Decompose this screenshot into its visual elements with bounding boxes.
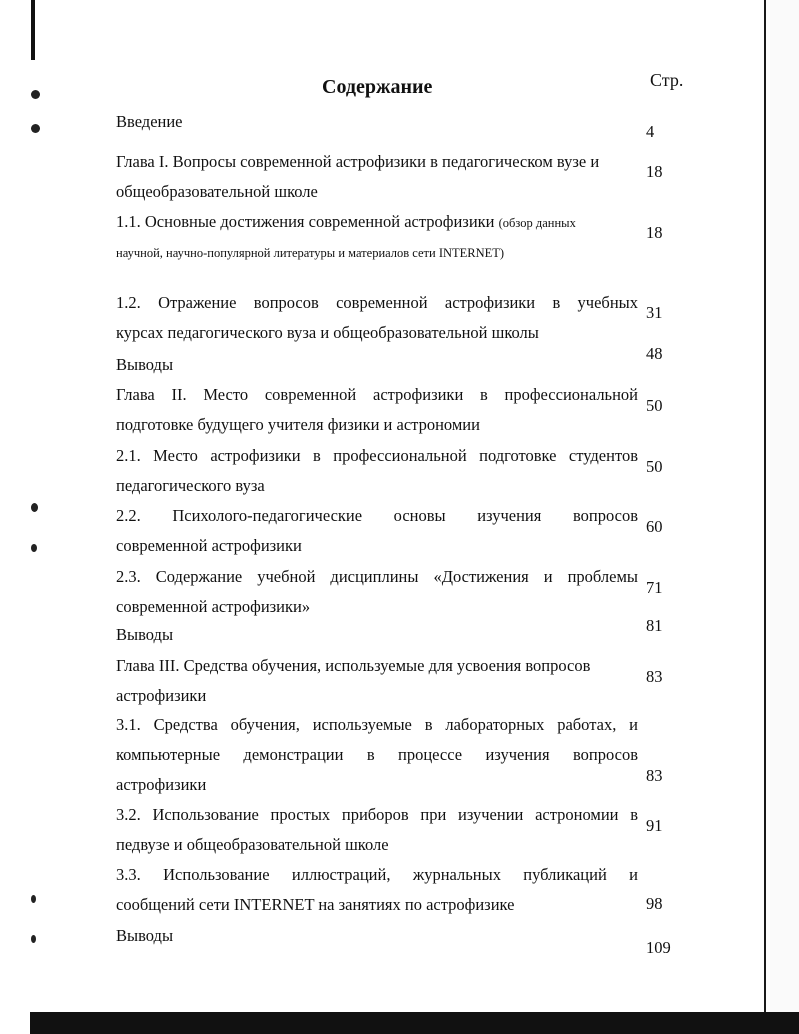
toc-entry-text: 2.1. Место астрофизики в профессиональной подготовке студентов (116, 446, 638, 465)
page-title: Содержание (322, 76, 433, 98)
toc-entry-text: компьютерные демонстрации в процессе изучения вопросов (116, 745, 638, 764)
toc-page-number: 83 (646, 667, 663, 686)
binder-hole (31, 895, 36, 903)
scan-edge-bottom (30, 1012, 799, 1034)
toc-entry-text: 3.1. Средства обучения, используемые в лабораторных работах, и (116, 715, 638, 734)
binder-hole (31, 503, 38, 512)
toc-entry-text: педвузе и общеобразовательной школе (116, 835, 389, 854)
toc-entry (116, 710, 638, 800)
toc-entry (116, 651, 638, 711)
toc-entry-text: курсах педагогического вуза и общеобразовательной школы (116, 323, 539, 342)
toc-entry-text: 1.1. Основные достижения современной астрофизики (116, 212, 495, 231)
toc-entry-text: подготовке будущего учителя физики и астрономии (116, 415, 480, 434)
toc-entry (116, 350, 638, 380)
scan-margin-right (770, 0, 799, 1034)
toc-entry-text: астрофизики (116, 775, 207, 794)
toc-entry (116, 441, 638, 501)
toc-entry-text: Глава II. Место современной астрофизики в профессиональной (116, 385, 638, 404)
toc-entry-text: Введение (116, 112, 183, 131)
toc-entry-text: 3.2. Использование простых приборов при изучении астрономии в (116, 805, 638, 824)
binder-hole (31, 90, 40, 99)
toc-entry-text: педагогического вуза (116, 476, 265, 495)
toc-entry-text: современной астрофизики (116, 536, 302, 555)
scan-edge-left (31, 0, 35, 60)
toc-entry-text: сообщений сети INTERNET на занятиях по астрофизике (116, 895, 515, 914)
toc-page-number: 4 (646, 122, 655, 141)
toc-entry (116, 147, 638, 207)
toc-page-number: 109 (646, 938, 671, 957)
toc-entry (116, 620, 638, 650)
toc-page-number: 50 (646, 457, 663, 476)
toc-entry-text: 1.2. Отражение вопросов современной астрофизики в учебных (116, 293, 638, 312)
pages-column-header: Стр. (650, 70, 684, 90)
toc-page-number: 98 (646, 894, 663, 913)
toc-page-number: 71 (646, 578, 663, 597)
toc-entry (116, 380, 638, 440)
toc-entry-text: астрофизики (116, 686, 207, 705)
toc-entry-text: общеобразовательной школе (116, 182, 318, 201)
toc-entry (116, 860, 638, 920)
toc-page-number: 50 (646, 396, 663, 415)
toc-entry-text: Выводы (116, 355, 174, 374)
binder-hole (31, 124, 40, 133)
toc-page-number: 60 (646, 517, 663, 536)
toc-page-number: 81 (646, 616, 663, 635)
toc-entry (116, 207, 638, 268)
toc-page-number: 18 (646, 162, 663, 181)
toc-page-number: 48 (646, 344, 663, 363)
toc-entry-text: Глава III. Средства обучения, используемые для усвоения вопросов (116, 656, 591, 675)
binder-hole (31, 544, 37, 552)
toc-entry-text: 2.2. Психолого-педагогические основы изучения вопросов (116, 506, 638, 525)
toc-page-number: 91 (646, 816, 663, 835)
toc-entry-note: научной, научно-популярной литературы и материалов сети INTERNET) (116, 246, 505, 260)
toc-entry-note: (обзор данных (498, 216, 576, 230)
toc-page-number: 18 (646, 223, 663, 242)
toc-entry-text: Выводы (116, 926, 174, 945)
toc-page-number: 83 (646, 766, 663, 785)
toc-entry (116, 288, 638, 348)
toc-entry (116, 501, 638, 561)
toc-entry-text: Глава I. Вопросы современной астрофизики в педагогическом вузе и (116, 152, 600, 171)
toc-entry-text: Выводы (116, 625, 174, 644)
binder-hole (31, 935, 36, 943)
toc-entry (116, 562, 638, 622)
toc-entry-text: 2.3. Содержание учебной дисциплины «Достижения и проблемы (116, 567, 638, 586)
toc-entry-text: 3.3. Использование иллюстраций, журнальных публикаций и (116, 865, 638, 884)
toc-entry (116, 107, 638, 137)
scan-edge-right (764, 0, 766, 1034)
toc-page-number: 31 (646, 303, 663, 322)
toc-entry (116, 921, 638, 951)
toc-entry (116, 800, 638, 860)
toc-entry-text: современной астрофизики» (116, 597, 311, 616)
